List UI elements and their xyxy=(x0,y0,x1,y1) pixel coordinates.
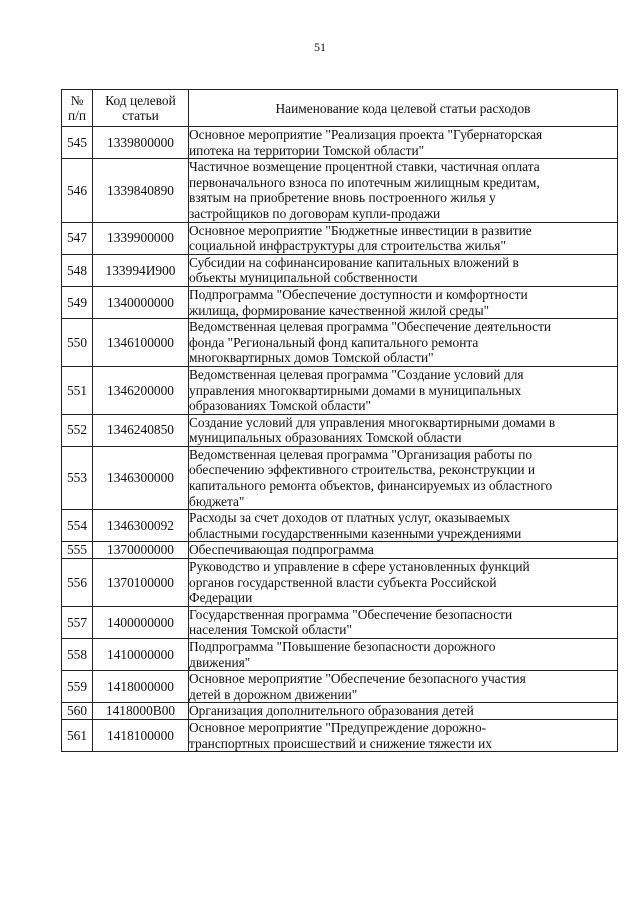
expense-name xyxy=(189,703,618,720)
target-code: 1346240850 xyxy=(93,414,189,446)
expense-name-line: бюджета" xyxy=(189,493,245,509)
row-number: 546 xyxy=(62,159,93,222)
expense-name-line: Субсидии на софинансирование капитальных вложений в xyxy=(189,254,519,270)
target-code: 1346100000 xyxy=(93,319,189,367)
expense-name xyxy=(189,222,618,254)
expense-name xyxy=(189,719,618,751)
expense-name-line: Подпрограмма "Повышение безопасности дорожного xyxy=(189,639,496,654)
expense-name-line: объекты муниципальной собственности xyxy=(189,270,418,286)
table-row xyxy=(62,366,618,414)
target-code: 1418000000 xyxy=(93,671,189,703)
expense-name xyxy=(189,159,618,222)
row-number: 549 xyxy=(62,286,93,318)
header-number-line-2: п/п xyxy=(67,108,87,123)
expense-name xyxy=(189,127,618,159)
row-number: 554 xyxy=(62,510,93,542)
expense-name-line: фонда "Региональный фонд капитального ремонта xyxy=(189,334,479,350)
expense-name-line: Расходы за счет доходов от платных услуг, оказываемых xyxy=(189,510,511,526)
row-number: 560 xyxy=(62,703,93,720)
expense-name-line: населения Томской области" xyxy=(189,622,352,638)
expense-name-line: Основное мероприятие "Предупреждение дорожно- xyxy=(189,719,487,735)
row-number: 547 xyxy=(62,222,93,254)
expense-name-line: Ведомственная целевая программа "Создание условий для xyxy=(189,366,524,382)
expense-name-line: управления многоквартирными домами в муниципальных xyxy=(189,382,522,398)
row-number: 548 xyxy=(62,254,93,286)
expense-name-line: жилища, формирование качественной жилой среды" xyxy=(189,302,490,318)
expense-name-line: застройщиков по договорам купли-продажи xyxy=(189,205,441,221)
target-code: 1346300092 xyxy=(93,510,189,542)
table-row xyxy=(62,703,618,720)
table-row xyxy=(62,639,618,671)
expense-name xyxy=(189,446,618,509)
expense-name-line: многоквартирных домов Томской области" xyxy=(189,350,434,366)
expense-name-line: первоначального взноса по ипотечным жилищным кредитам, xyxy=(189,174,540,190)
table-row xyxy=(62,159,618,222)
row-number: 552 xyxy=(62,414,93,446)
expense-name-line: муниципальных образованиях Томской области xyxy=(189,430,462,446)
expense-name-line: Руководство и управление в сфере установленных функций xyxy=(189,559,530,575)
expense-name-line: движения" xyxy=(189,654,251,670)
row-number: 553 xyxy=(62,446,93,509)
target-code: 1410000000 xyxy=(93,639,189,671)
expense-name-line: Подпрограмма "Обеспечение доступности и комфортности xyxy=(189,286,528,302)
target-code: 1340000000 xyxy=(93,286,189,318)
row-number: 558 xyxy=(62,639,93,671)
expense-name xyxy=(189,671,618,703)
expense-name-line: Ведомственная целевая программа "Обеспечение деятельности xyxy=(189,319,552,335)
expense-name-line: Основное мероприятие "Обеспечение безопасного участия xyxy=(189,671,526,687)
table-row xyxy=(62,542,618,559)
target-code: 1339900000 xyxy=(93,222,189,254)
expense-name-line: Частичное возмещение процентной ставки, частичная оплата xyxy=(189,159,540,175)
expense-name xyxy=(189,510,618,542)
expense-name xyxy=(189,559,618,607)
header-code-line-2: статьи xyxy=(122,108,159,123)
expense-name-line: образованиях Томской области" xyxy=(189,398,371,414)
expense-name-line: Создание условий для управления многоквартирными домами в xyxy=(189,414,556,430)
expense-name-line: капитального ремонта объектов, финансируемых из областного xyxy=(189,478,553,494)
expense-name-line: Федерации xyxy=(189,590,253,606)
table-row xyxy=(62,319,618,367)
header-number-line-1: № xyxy=(70,93,84,108)
row-number: 556 xyxy=(62,559,93,607)
row-number: 545 xyxy=(62,127,93,159)
header-code-line-1: Код целевой xyxy=(105,93,176,108)
target-code: 1339800000 xyxy=(93,127,189,159)
target-code: 1370100000 xyxy=(93,559,189,607)
table-row xyxy=(62,127,618,159)
row-number: 561 xyxy=(62,719,93,751)
expense-name-line: взятым на приобретение вновь построенного жилья у xyxy=(189,190,496,206)
expense-name-line: транспортных происшествий и снижение тяжести их xyxy=(189,735,493,751)
expense-name xyxy=(189,414,618,446)
table-row xyxy=(62,559,618,607)
expense-name-line: органов государственной власти субъекта Российской xyxy=(189,574,497,590)
target-code: 1418100000 xyxy=(93,719,189,751)
row-number: 559 xyxy=(62,671,93,703)
table-header-row xyxy=(62,90,618,127)
table-row xyxy=(62,286,618,318)
header-code xyxy=(93,90,189,127)
expense-name xyxy=(189,639,618,671)
expense-name-line: социальной инфраструктуры для строительства жилья" xyxy=(189,238,506,254)
expense-name-line: ипотека на территории Томской области" xyxy=(189,142,425,158)
target-code: 1370000000 xyxy=(93,542,189,559)
expense-name-line: Основное мероприятие "Бюджетные инвестиции в развитие xyxy=(189,222,532,238)
row-number: 557 xyxy=(62,606,93,638)
expense-name xyxy=(189,542,618,559)
table-row xyxy=(62,222,618,254)
expense-name xyxy=(189,286,618,318)
header-name: Наименование кода целевой статьи расходов xyxy=(189,90,618,127)
expense-name-line: Ведомственная целевая программа "Организация работы по xyxy=(189,446,533,462)
expense-name-line: Государственная программа "Обеспечение безопасности xyxy=(189,606,513,622)
row-number: 550 xyxy=(62,319,93,367)
target-code: 1418000В00 xyxy=(93,703,189,720)
expense-name-line: детей в дорожном движении" xyxy=(189,686,358,702)
table-row xyxy=(62,254,618,286)
page-number: 51 xyxy=(314,40,326,54)
table-row xyxy=(62,719,618,751)
table-row xyxy=(62,446,618,509)
target-code: 133994И900 xyxy=(93,254,189,286)
header-number xyxy=(62,90,93,127)
target-code: 1339840890 xyxy=(93,159,189,222)
target-code: 1400000000 xyxy=(93,606,189,638)
expense-name-line: областными государственными казенными учреждениями xyxy=(189,525,522,541)
expense-name-line: Обеспечивающая подпрограмма xyxy=(189,542,374,558)
expense-name-line: обеспечению эффективного строительства, реконструкции и xyxy=(189,462,536,478)
target-code: 1346300000 xyxy=(93,446,189,509)
row-number: 555 xyxy=(62,542,93,559)
row-number: 551 xyxy=(62,366,93,414)
table-row xyxy=(62,606,618,638)
target-code: 1346200000 xyxy=(93,366,189,414)
expense-name xyxy=(189,606,618,638)
table-row xyxy=(62,510,618,542)
expense-name-line: Организация дополнительного образования детей xyxy=(189,703,474,719)
expense-name-line: Основное мероприятие "Реализация проекта "Губернаторская xyxy=(189,127,543,142)
expense-name xyxy=(189,254,618,286)
table-row xyxy=(62,414,618,446)
budget-codes-table xyxy=(61,89,618,752)
expense-name xyxy=(189,319,618,367)
expense-name xyxy=(189,366,618,414)
table-row xyxy=(62,671,618,703)
